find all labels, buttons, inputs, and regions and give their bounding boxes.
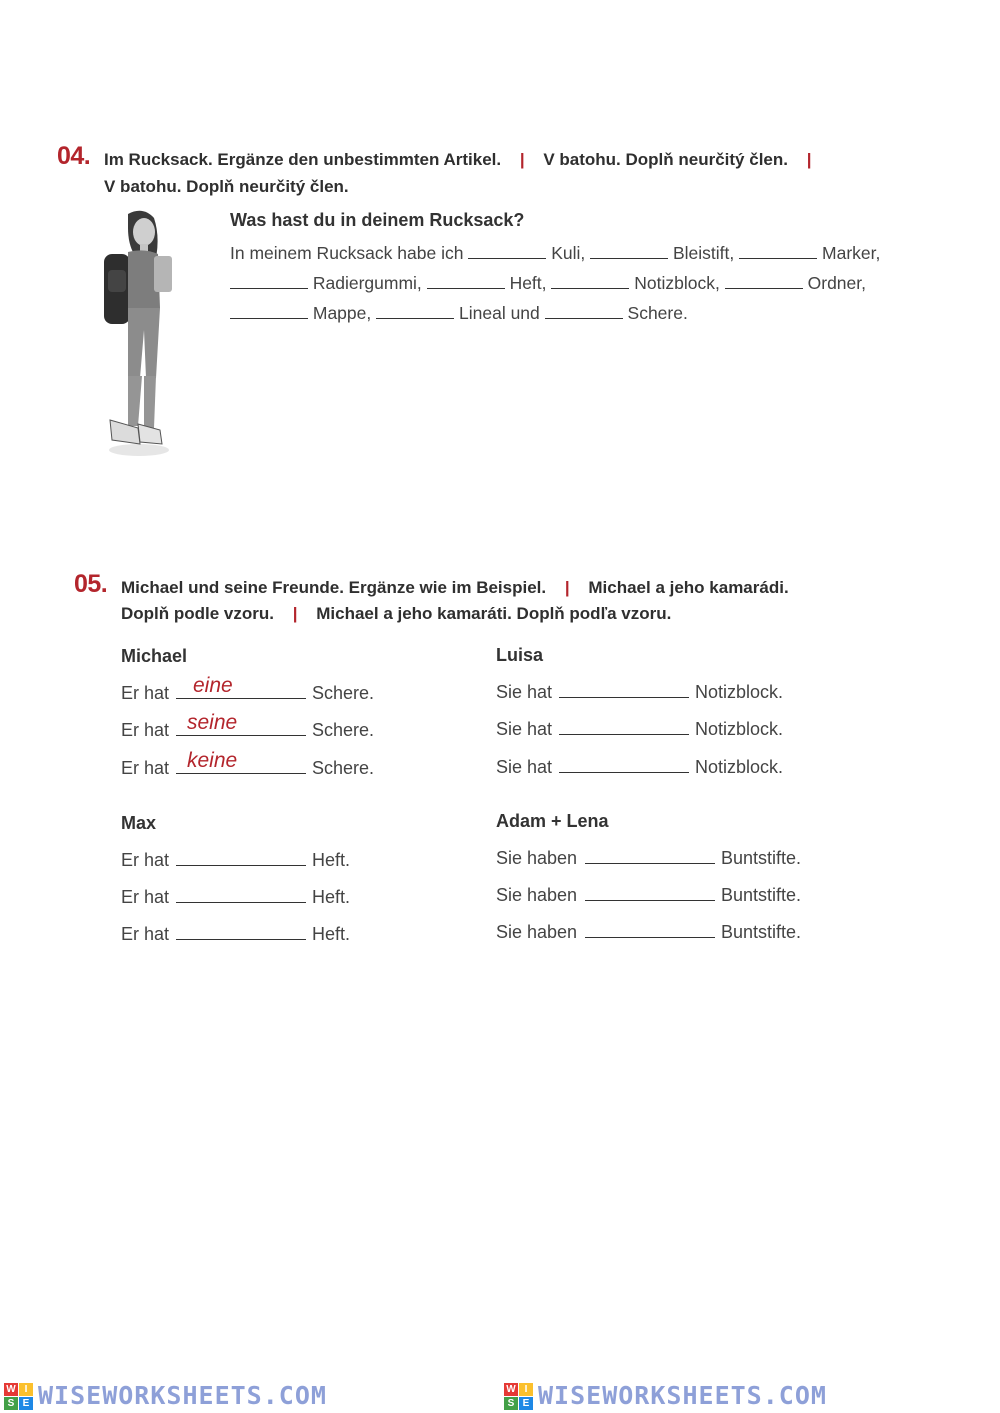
sentence-prefix: Er hat bbox=[121, 720, 170, 740]
separator: | bbox=[806, 150, 812, 169]
noun-label: Marker, bbox=[822, 243, 881, 263]
noun-label: Bleistift, bbox=[673, 243, 735, 263]
person-name-adam-lena: Adam + Lena bbox=[496, 811, 609, 831]
sentence-intro: In meinem Rucksack habe ich bbox=[230, 243, 464, 263]
answer-blank[interactable] bbox=[176, 939, 306, 940]
noun-label: Radiergummi, bbox=[312, 273, 422, 293]
answer-blank[interactable] bbox=[559, 734, 689, 735]
title-sk: Michael a jeho kamaráti. Doplň podľa vzoru. bbox=[316, 604, 672, 623]
answer-blank[interactable] bbox=[739, 244, 817, 259]
title-cz-2: Doplň podle vzoru. bbox=[121, 604, 274, 623]
watermark-text: WISEWORKSHEETS.COM bbox=[538, 1381, 827, 1410]
logo-letter: E bbox=[19, 1397, 33, 1410]
noun-label: Notizblock. bbox=[695, 719, 784, 739]
noun-label: Heft, bbox=[509, 273, 547, 293]
exercise-04-title bbox=[104, 150, 811, 170]
sentence-prefix: Er hat bbox=[121, 924, 170, 944]
noun-label: Buntstifte. bbox=[721, 848, 802, 868]
filled-answer: seine bbox=[187, 711, 238, 734]
filled-answer: eine bbox=[193, 674, 233, 697]
exercise-05-title bbox=[121, 578, 789, 598]
noun-label: Heft. bbox=[312, 850, 351, 870]
answer-blank[interactable] bbox=[230, 304, 308, 319]
separator: | bbox=[292, 604, 298, 623]
exercise-05-number: 05. bbox=[74, 570, 108, 598]
answer-blank[interactable] bbox=[427, 274, 505, 289]
noun-label: Notizblock, bbox=[634, 273, 720, 293]
person-name-max: Max bbox=[121, 813, 157, 833]
answer-blank[interactable] bbox=[585, 900, 715, 901]
noun-label: Kuli, bbox=[551, 243, 586, 263]
exercise-04-title-sk: V batohu. Doplň neurčitý člen. bbox=[104, 177, 349, 196]
exercise-04-line-3 bbox=[230, 303, 688, 324]
exercise-05-title-line-2 bbox=[121, 604, 671, 624]
sentence-prefix: Er hat bbox=[121, 683, 170, 703]
logo-letter: S bbox=[504, 1397, 518, 1410]
answer-blank[interactable] bbox=[590, 244, 668, 259]
sentence-prefix: Er hat bbox=[121, 758, 170, 778]
exercise-04-number: 04. bbox=[57, 142, 91, 170]
answer-blank[interactable] bbox=[468, 244, 546, 259]
title-de: Im Rucksack. Ergänze den unbestimmten Artikel. bbox=[104, 150, 502, 169]
answer-blank[interactable] bbox=[176, 773, 306, 774]
answer-blank[interactable] bbox=[176, 865, 306, 866]
answer-blank[interactable] bbox=[585, 863, 715, 864]
exercise-04-line-1 bbox=[230, 243, 880, 264]
sentence-prefix: Er hat bbox=[121, 887, 170, 907]
exercise-04-question: Was hast du in deinem Rucksack? bbox=[230, 210, 525, 230]
noun-label: Schere. bbox=[312, 683, 375, 703]
student-girl-illustration bbox=[98, 208, 180, 460]
answer-blank[interactable] bbox=[545, 304, 623, 319]
answer-blank[interactable] bbox=[585, 937, 715, 938]
noun-label: Schere. bbox=[312, 720, 375, 740]
noun-label: Lineal und bbox=[459, 303, 540, 323]
noun-label: Notizblock. bbox=[695, 682, 784, 702]
title-de: Michael und seine Freunde. Ergänze wie im Beispiel. bbox=[121, 578, 547, 597]
answer-blank[interactable] bbox=[559, 697, 689, 698]
noun-label: Ordner, bbox=[807, 273, 866, 293]
title-cz: V batohu. Doplň neurčitý člen. bbox=[543, 150, 788, 169]
sentence-prefix: Sie hat bbox=[496, 757, 553, 777]
sentence-prefix: Sie hat bbox=[496, 682, 553, 702]
answer-blank[interactable] bbox=[176, 902, 306, 903]
sentence-prefix: Er hat bbox=[121, 850, 170, 870]
noun-label: Schere. bbox=[627, 303, 688, 323]
noun-label: Buntstifte. bbox=[721, 922, 802, 942]
noun-label: Schere. bbox=[312, 758, 375, 778]
answer-blank[interactable] bbox=[725, 274, 803, 289]
sentence-prefix: Sie hat bbox=[496, 719, 553, 739]
noun-label: Notizblock. bbox=[695, 757, 784, 777]
filled-answer: keine bbox=[187, 749, 238, 772]
noun-label: Heft. bbox=[312, 924, 351, 944]
watermark-text: WISEWORKSHEETS.COM bbox=[38, 1381, 327, 1410]
logo-letter: I bbox=[19, 1383, 33, 1396]
sentence-prefix: Sie haben bbox=[496, 848, 578, 868]
logo-letter: S bbox=[4, 1397, 18, 1410]
sentence-prefix: Sie haben bbox=[496, 922, 578, 942]
person-name-michael: Michael bbox=[121, 646, 188, 666]
title-cz: Michael a jeho kamarádi. bbox=[588, 578, 789, 597]
logo-letter: I bbox=[519, 1383, 533, 1396]
answer-blank[interactable] bbox=[376, 304, 454, 319]
logo-letter: W bbox=[4, 1383, 18, 1396]
answer-blank[interactable] bbox=[551, 274, 629, 289]
noun-label: Buntstifte. bbox=[721, 885, 802, 905]
answer-blank[interactable] bbox=[559, 772, 689, 773]
answer-blank[interactable] bbox=[230, 274, 308, 289]
noun-label: Heft. bbox=[312, 887, 351, 907]
footer-watermark-bar bbox=[0, 1375, 1000, 1413]
wiseworksheets-logo-icon bbox=[4, 1383, 34, 1411]
logo-letter: W bbox=[504, 1383, 518, 1396]
logo-letter: E bbox=[519, 1397, 533, 1410]
wiseworksheets-logo-icon bbox=[504, 1383, 534, 1411]
exercise-04-line-2 bbox=[230, 273, 866, 294]
answer-blank[interactable] bbox=[176, 735, 306, 736]
answer-blank[interactable] bbox=[176, 698, 306, 699]
sentence-prefix: Sie haben bbox=[496, 885, 578, 905]
separator: | bbox=[564, 578, 570, 597]
person-name-luisa: Luisa bbox=[496, 645, 544, 665]
noun-label: Mappe, bbox=[312, 303, 372, 323]
separator: | bbox=[519, 150, 525, 169]
